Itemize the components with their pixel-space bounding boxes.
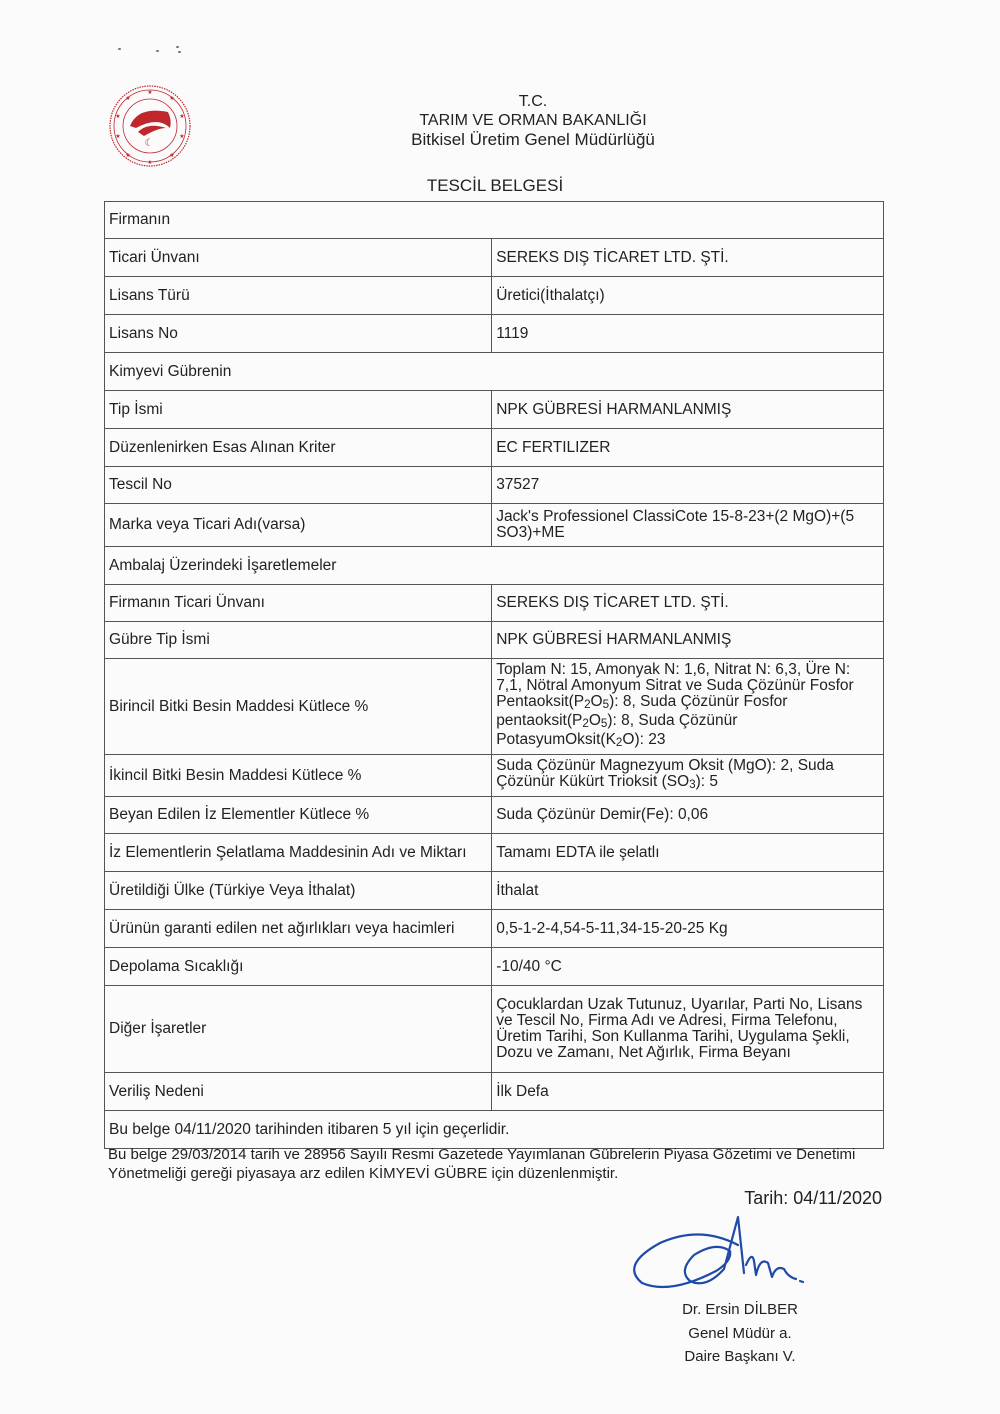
document-title: TESCİL BELGESİ	[426, 176, 564, 195]
table-row	[105, 239, 884, 277]
table-row	[105, 834, 884, 872]
row-label: Beyan Edilen İz Elementler Kütlece %	[105, 797, 492, 834]
row-label: Lisans No	[105, 315, 492, 353]
row-value: İlk Defa	[492, 1073, 884, 1111]
table-row	[105, 910, 884, 948]
row-value: 0,5-1-2-4,54-5-11,34-15-20-25 Kg	[492, 910, 884, 948]
regulation-note: Bu belge 29/03/2014 tarih ve 28956 Sayılı Resmi Gazetede Yayımlanan Gübrelerin Piyasa Gözetimi ve Denetimi Yönetmeliği gereği piyasaya arz edilen KİMYEVİ GÜBRE için düzenlenmiştir.	[108, 1146, 856, 1182]
section-row-packaging	[105, 547, 884, 585]
row-label: Depolama Sıcaklığı	[105, 948, 492, 986]
ministry-seal-icon	[108, 84, 192, 168]
ministry-header	[360, 92, 706, 149]
row-label: Veriliş Nedeni	[105, 1073, 492, 1111]
svg-text:★: ★	[125, 152, 131, 159]
header-tc: T.C.	[518, 93, 548, 110]
scan-specks	[118, 46, 188, 54]
row-label: Ticari Ünvanı	[105, 239, 492, 277]
row-label: Firmanın Ticari Ünvanı	[105, 585, 492, 622]
validity-statement: Bu belge 04/11/2020 tarihinden itibaren 5 yıl için geçerlidir.	[105, 1111, 884, 1149]
row-value: EC FERTILIZER	[492, 429, 884, 467]
table-row	[105, 755, 884, 797]
table-row	[105, 659, 884, 755]
row-label: Birincil Bitki Besin Maddesi Kütlece %	[105, 659, 492, 755]
row-value: NPK GÜBRESİ HARMANLANMIŞ	[492, 622, 884, 659]
row-label: Ürünün garanti edilen net ağırlıkları veya hacimleri	[105, 910, 492, 948]
row-value: SEREKS DIŞ TİCARET LTD. ŞTİ.	[492, 585, 884, 622]
table-row	[105, 797, 884, 834]
table-row	[105, 585, 884, 622]
signer-title2: Daire Başkanı V.	[684, 1348, 796, 1365]
row-label: Diğer İşaretler	[105, 986, 492, 1073]
table-row	[105, 1073, 884, 1111]
row-value: -10/40 °C	[492, 948, 884, 986]
svg-text:★: ★	[169, 95, 175, 102]
row-label: Düzenlenirken Esas Alınan Kriter	[105, 429, 492, 467]
registration-table	[104, 201, 884, 1149]
table-row	[105, 467, 884, 504]
header-directorate: Bitkisel Üretim Genel Müdürlüğü	[411, 130, 655, 149]
svg-text:★: ★	[125, 95, 131, 102]
row-value: 1119	[492, 315, 884, 353]
row-label: İz Elementlerin Şelatlama Maddesinin Adı ve Miktarı	[105, 834, 492, 872]
table-row	[105, 315, 884, 353]
row-label: Marka veya Ticari Adı(varsa)	[105, 504, 492, 547]
table-row	[105, 429, 884, 467]
svg-text:★: ★	[179, 113, 185, 120]
row-value: Tamamı EDTA ile şelatlı	[492, 834, 884, 872]
section-firm: Firmanın	[105, 202, 884, 239]
row-value: Çocuklardan Uzak Tutunuz, Uyarılar, Parti No, Lisans ve Tescil No, Firma Adı ve Adresi, Firma Telefonu, Üretim Tarihi, Son Kullanma Tarihi, Uygulama Şekli, Dozu ve Zamanı, Net Ağırlık, Firma Beyanı	[492, 986, 884, 1073]
row-label: Tip İsmi	[105, 391, 492, 429]
section-row-firm	[105, 202, 884, 239]
section-packaging: Ambalaj Üzerindeki İşaretlemeler	[105, 547, 884, 585]
row-value: SEREKS DIŞ TİCARET LTD. ŞTİ.	[492, 239, 884, 277]
svg-text:★: ★	[115, 113, 121, 120]
table-row	[105, 277, 884, 315]
validity-row	[105, 1111, 884, 1149]
svg-text:★: ★	[147, 89, 153, 96]
row-label: Gübre Tip İsmi	[105, 622, 492, 659]
signer-name: Dr. Ersin DİLBER	[682, 1301, 798, 1318]
section-fertilizer: Kimyevi Gübrenin	[105, 353, 884, 391]
table-row	[105, 504, 884, 547]
table-row	[105, 986, 884, 1073]
row-label: Tescil No	[105, 467, 492, 504]
row-value: İthalat	[492, 872, 884, 910]
header-ministry: TARIM VE ORMAN BAKANLIĞI	[419, 112, 647, 129]
table-row	[105, 872, 884, 910]
issue-date: Tarih: 04/11/2020	[744, 1188, 882, 1208]
row-value: Üretici(İthalatçı)	[492, 277, 884, 315]
table-row	[105, 622, 884, 659]
row-label: Lisans Türü	[105, 277, 492, 315]
svg-text:★: ★	[179, 133, 185, 140]
signature-icon	[620, 1215, 820, 1295]
row-value: Jack's Professionel ClassiCote 15-8-23+(2 MgO)+(5 SO3)+ME	[492, 504, 884, 547]
svg-text:★: ★	[147, 159, 153, 166]
table-row	[105, 948, 884, 986]
table-row	[105, 391, 884, 429]
signer-block	[660, 1298, 820, 1369]
row-label: İkincil Bitki Besin Maddesi Kütlece %	[105, 755, 492, 797]
svg-text:☾: ☾	[144, 138, 154, 149]
row-value-secondary-nutrients: Suda Çözünür Magnezyum Oksit (MgO): 2, Suda Çözünür Kükürt Trioksit $(SO_3)$: 5	[492, 755, 884, 797]
section-row-fertilizer	[105, 353, 884, 391]
row-label: Üretildiği Ülke (Türkiye Veya İthalat)	[105, 872, 492, 910]
row-value-primary-nutrients: Toplam N: 15, Amonyak N: 1,6, Nitrat N: 6,3, Üre N: 7,1, Nötral Amonyum Sitrat ve Suda Çözünür Fosfor $Pentaoksit(P_2O_5)$: 8, Suda Çözünür Fosfor $pentaoksit(P_2O_5)$: 8, Suda Çözünür $PotasyumOksit(K_2O)$: 23	[492, 659, 884, 755]
svg-text:★: ★	[115, 133, 121, 140]
row-value: Suda Çözünür Demir(Fe): 0,06	[492, 797, 884, 834]
svg-text:★: ★	[169, 152, 175, 159]
row-value: NPK GÜBRESİ HARMANLANMIŞ	[492, 391, 884, 429]
signer-title1: Genel Müdür a.	[688, 1324, 792, 1342]
row-value: 37527	[492, 467, 884, 504]
